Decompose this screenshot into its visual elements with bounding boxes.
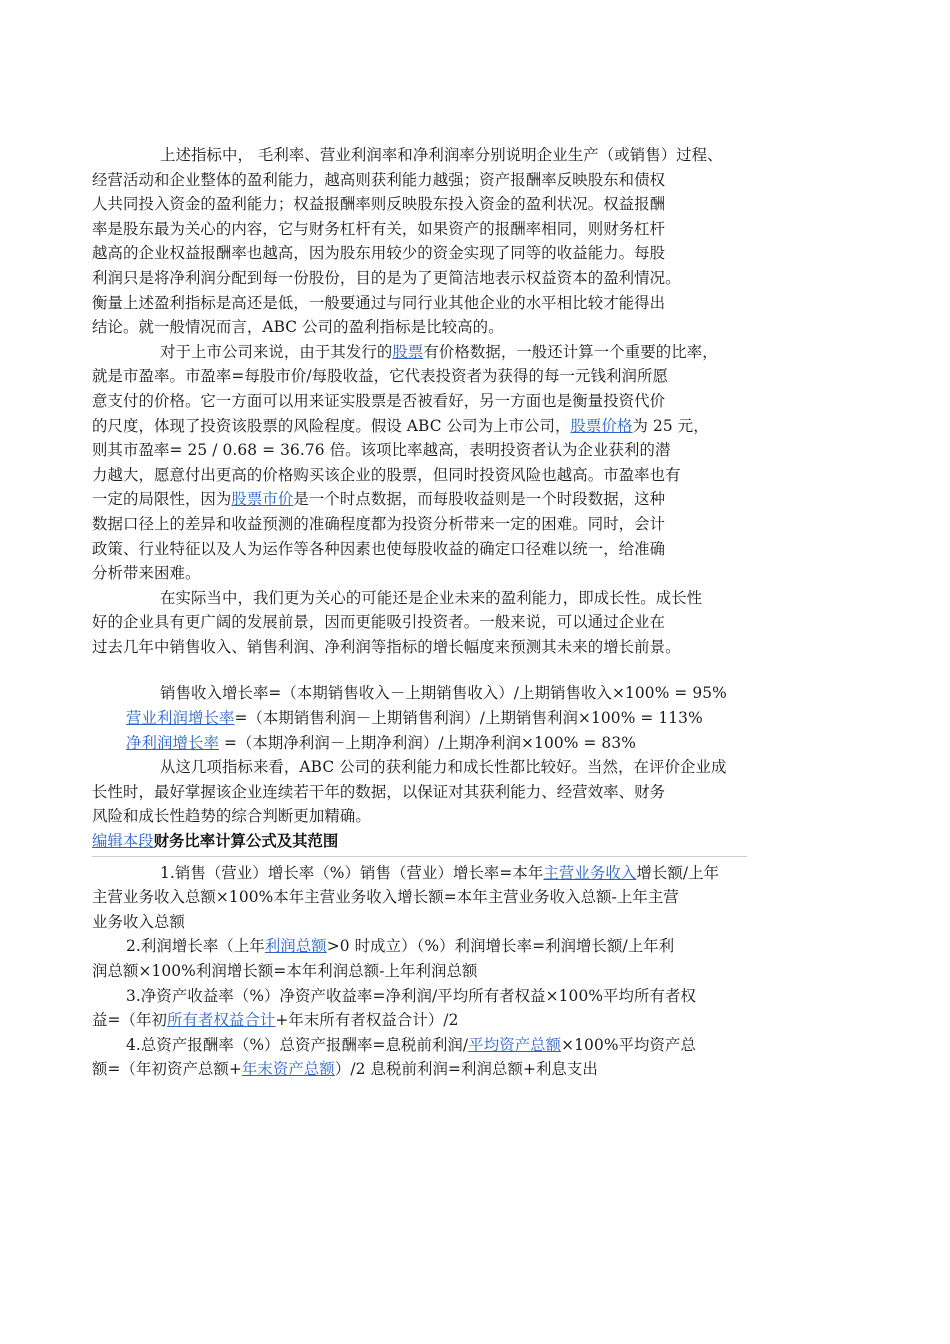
text-line: 就是市盈率。市盈率=每股市价/每股收益，它代表投资者为获得的每一元钱利润所愿 <box>92 367 668 386</box>
text-line: 润总额×100%利润增长额=本年利润总额-上年利润总额 <box>92 962 478 980</box>
text-line <box>92 414 752 439</box>
text-line <box>92 1057 752 1082</box>
section-divider <box>92 856 747 857</box>
text-line: 风险和成长性趋势的综合判断更加精确。 <box>92 807 371 826</box>
link-net-profit-growth[interactable]: 净利润增长率 <box>126 733 219 752</box>
text-line: 上述指标中， 毛利率、营业利润率和净利润率分别说明企业生产（或销售）过程、 <box>160 146 723 164</box>
document-page <box>92 143 752 1082</box>
text-fragment: 有价格数据，一般还计算一个重要的比率， <box>423 342 718 361</box>
text-fragment: 额=（年初资产总额+ <box>92 1060 242 1079</box>
text-line: 力越大，愿意付出更高的价格购买该企业的股票，但同时投资风险也越高。市盈率也有 <box>92 465 681 484</box>
text-line: 越高的企业权益报酬率也越高，因为股东用较少的资金实现了同等的收益能力。每股 <box>92 244 666 263</box>
formula-list <box>92 861 752 1082</box>
text-line: 分析带来困难。 <box>92 564 201 583</box>
text-line: 从这几项指标来看，ABC 公司的获利能力和成长性都比较好。当然，在评价企业成 <box>160 758 727 777</box>
text-line: 衡量上述盈利指标是高还是低，一般要通过与同行业其他企业的水平相比较才能得出 <box>92 293 666 312</box>
list-item <box>92 861 752 886</box>
spacer <box>92 659 752 681</box>
text-fragment: 2.利润增长率（上年 <box>126 937 265 956</box>
list-item: 3.净资产收益率（%）净资产收益率=净利润/平均所有者权益×100%平均所有者权 <box>126 986 697 1005</box>
text-line: 政策、行业特征以及人为运作等各种因素也使每股收益的确定口径难以统一，给准确 <box>92 539 666 558</box>
formula-net-profit-growth <box>92 731 752 756</box>
text-line: 数据口径上的差异和收益预测的准确程度都为投资分析带来一定的困难。同时，会计 <box>92 514 666 533</box>
link-main-business-revenue[interactable]: 主营业务收入 <box>543 863 637 882</box>
text-line: 主营业务收入总额×100%本年主营业务收入增长额=本年主营业务收入总额-上年主营 <box>92 888 679 907</box>
link-year-end-total-assets[interactable]: 年末资产总额 <box>241 1060 335 1079</box>
text-line: 在实际当中，我们更为关心的可能还是企业未来的盈利能力，即成长性。成长性 <box>160 588 703 607</box>
section-heading <box>92 829 752 854</box>
link-owners-equity-total[interactable]: 所有者权益合计 <box>166 1011 276 1030</box>
link-stock-price[interactable]: 股票价格 <box>570 416 633 435</box>
text-line: 率是股东最为关心的内容，它与财务杠杆有关，如果资产的报酬率相同，则财务杠杆 <box>92 219 666 238</box>
list-item <box>92 934 752 959</box>
text-line: 意支付的价格。它一方面可以用来证实股票是否被看好，另一方面也是衡量投资代价 <box>92 391 666 410</box>
edit-section-link[interactable]: 编辑本段 <box>92 832 154 851</box>
text-line: 经营活动和企业整体的盈利能力，越高则获利能力越强；资产报酬率反映股东和债权 <box>92 170 666 189</box>
text-line: 业务收入总额 <box>92 912 185 931</box>
text-fragment: >0 时成立）（%）利润增长率=利润增长额/上年利 <box>326 937 675 956</box>
text-fragment: 4.总资产报酬率（%）总资产报酬率=息税前利润/ <box>126 1035 469 1054</box>
section-title: 财务比率计算公式及其范围 <box>153 832 339 851</box>
list-item <box>92 1033 752 1058</box>
text-line: 利润只是将净利润分配到每一份股份，目的是为了更简洁地表示权益资本的盈利情况。 <box>92 268 681 287</box>
text-line: 长性时，最好掌握该企业连续若干年的数据，以保证对其获利能力、经营效率、财务 <box>92 782 666 801</box>
paragraph-growth <box>92 586 752 660</box>
text-fragment: =（本期净利润－上期净利润）/上期净利润×100% = 83% <box>218 733 636 752</box>
paragraph-conclusion <box>92 755 752 829</box>
text-fragment: ×100%平均资产总 <box>561 1035 697 1054</box>
formula-operating-profit-growth <box>92 706 752 731</box>
text-fragment: 1.销售（营业）增长率（%）销售（营业）增长率=本年 <box>160 863 544 882</box>
link-operating-profit-growth[interactable]: 营业利润增长率 <box>126 709 235 728</box>
paragraph-profitability <box>92 143 752 340</box>
text-fragment: 对于上市公司来说，由于其发行的 <box>160 342 393 361</box>
text-fragment: 增长额/上年 <box>636 863 720 882</box>
text-fragment: =（本期销售利润－上期销售利润）/上期销售利润×100% = 113% <box>234 709 703 728</box>
text-line: 则其市盈率= 25 / 0.68 = 36.76 倍。该项比率越高，表明投资者认为企业获利的潜 <box>92 441 671 460</box>
text-line <box>92 487 752 512</box>
link-stock[interactable]: 股票 <box>392 342 424 361</box>
link-stock-market-price[interactable]: 股票市价 <box>231 490 294 509</box>
link-total-profit[interactable]: 利润总额 <box>264 937 327 956</box>
formula-sales-growth: 销售收入增长率=（本期销售收入－上期销售收入）/上期销售收入×100% = 95% <box>160 684 727 703</box>
text-fragment: ）/2 息税前利润=利润总额+利息支出 <box>334 1060 598 1079</box>
text-fragment: +年末所有者权益合计）/2 <box>275 1011 459 1030</box>
text-fragment: 益=（年初 <box>92 1011 167 1030</box>
text-fragment: 为 25 元， <box>632 416 709 435</box>
text-line: 结论。就一般情况而言，ABC 公司的盈利指标是比较高的。 <box>92 318 504 337</box>
text-fragment: 的尺度，体现了投资该股票的风险程度。假设 ABC 公司为上市公司， <box>92 416 571 435</box>
text-fragment: 是一个时点数据，而每股收益则是一个时段数据，这种 <box>293 490 666 509</box>
text-line: 人共同投入资金的盈利能力；权益报酬率则反映股东投入资金的盈利状况。权益报酬 <box>92 195 666 214</box>
text-fragment: 一定的局限性，因为 <box>92 490 232 509</box>
paragraph-pe-ratio <box>92 340 752 586</box>
text-line: 过去几年中销售收入、销售利润、净利润等指标的增长幅度来预测其未来的增长前景。 <box>92 637 681 656</box>
link-average-total-assets[interactable]: 平均资产总额 <box>468 1035 562 1054</box>
text-line <box>92 340 752 365</box>
text-line <box>92 1008 752 1033</box>
growth-formulas <box>92 681 752 755</box>
text-line: 好的企业具有更广阔的发展前景，因而更能吸引投资者。一般来说，可以通过企业在 <box>92 613 666 632</box>
